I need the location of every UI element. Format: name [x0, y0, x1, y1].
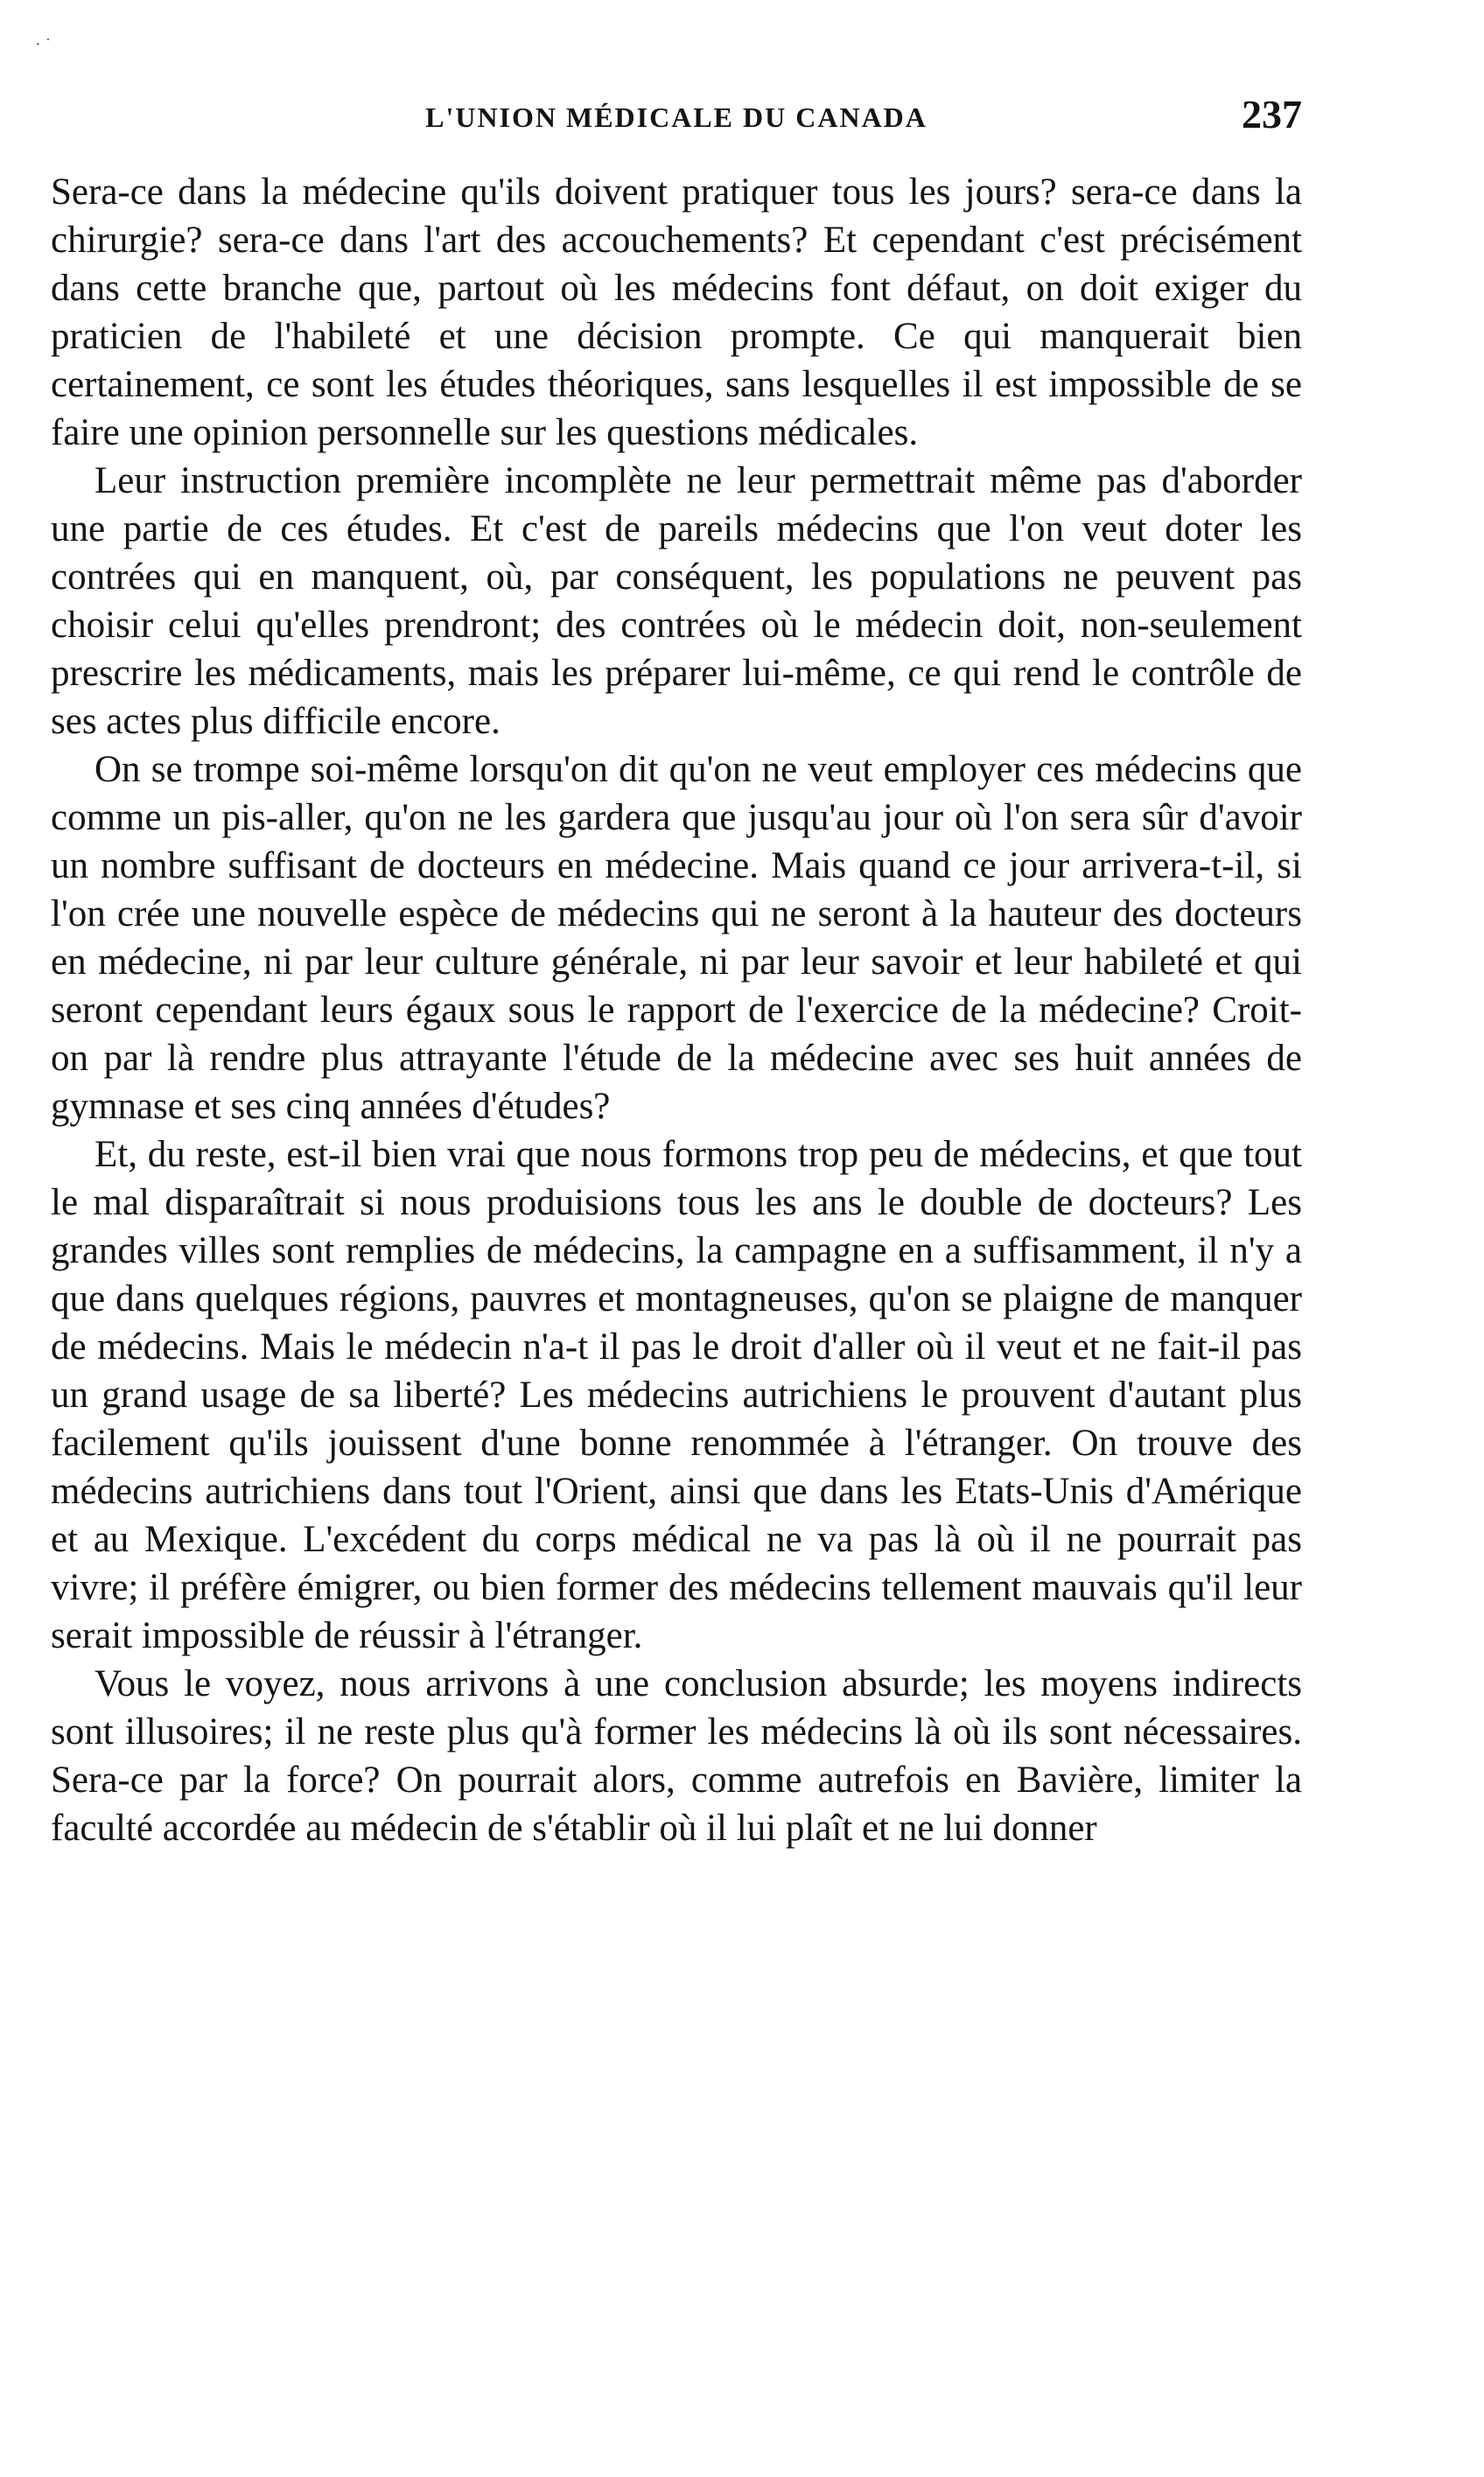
page-number: 237	[1242, 92, 1302, 136]
paragraph-3: On se trompe soi-même lorsqu'on dit qu'on ne veut employer ces médecins que comme un pis-aller, qu'on ne les gardera que jusqu'au jour où l'on sera sûr d'avoir un nombre suffisant de docteurs en médecine. Mais quand ce jour arrivera-t-il, si l'on crée une nouvelle espèce de médecins qui ne seront à la hauteur des docteurs en médecine, ni par leur culture générale, ni par leur savoir et leur habileté et qui seront cependant leurs égaux sous le rapport de l'exercice de la médecine? Croit-on par là rendre plus attrayante l'étude de la médecine avec ses huit années de gymnase et ses cinq années d'études?	[51, 749, 1302, 1127]
paragraph-5: Vous le voyez, nous arrivons à une conclusion absurde; les moyens indirects sont illusoires; il ne reste plus qu'à former les médecins là où ils sont nécessaires. Sera-ce par la force? On pourrait alors, comme autrefois en Bavière, limiter la faculté accordée au médecin de s'établir où il lui plaît et ne lui donner	[51, 1663, 1302, 1849]
paragraph-1: Sera-ce dans la médecine qu'ils doivent pratiquer tous les jours? sera-ce dans la chirurgie? sera-ce dans l'art des accouchements? Et cependant c'est précisément dans cette branche que, partout où les médecins font défaut, on doit exiger du praticien de l'habileté et une décision prompte. Ce qui manquerait bien certainement, ce sont les études théoriques, sans lesquelles il est impossible de se faire une opinion personnelle sur les questions médicales.	[51, 171, 1302, 453]
paragraph-4: Et, du reste, est-il bien vrai que nous formons trop peu de médecins, et que tout le mal disparaîtrait si nous produisions tous les ans le double de docteurs? Les grandes villes sont remplies de médecins, la campagne en a suffisamment, il n'y a que dans quelques régions, pauvres et montagneuses, qu'on se plaigne de manquer de médecins. Mais le médecin n'a-t il pas le droit d'aller où il veut et ne fait-il pas un grand usage de sa liberté? Les médecins autrichiens le prouvent d'autant plus facilement qu'ils jouissent d'une bonne renommée à l'étranger. On trouve des médecins autrichiens dans tout l'Orient, ainsi que dans les Etats-Unis d'Amérique et au Mexique. L'excédent du corps médical ne va pas là où il ne pourrait pas vivre; il préfère émigrer, ou bien former des médecins tellement mauvais qu'il leur serait impossible de réussir à l'étranger.	[51, 1134, 1302, 1656]
running-header	[51, 87, 1302, 149]
book-page	[51, 87, 1302, 1852]
page-specks: · ˙	[35, 35, 52, 54]
body-text	[51, 168, 1302, 1852]
paragraph-2: Leur instruction première incomplète ne leur permettrait même pas d'aborder une partie de ces études. Et c'est de pareils médecins que l'on veut doter les contrées qui en manquent, où, par conséquent, les populations ne peuvent pas choisir celui qu'elles prendront; des contrées où le médecin doit, non-seulement prescrire les médicaments, mais les préparer lui-même, ce qui rend le contrôle de ses actes plus difficile encore.	[51, 460, 1302, 742]
running-title: L'UNION MÉDICALE DU CANADA	[425, 101, 928, 133]
